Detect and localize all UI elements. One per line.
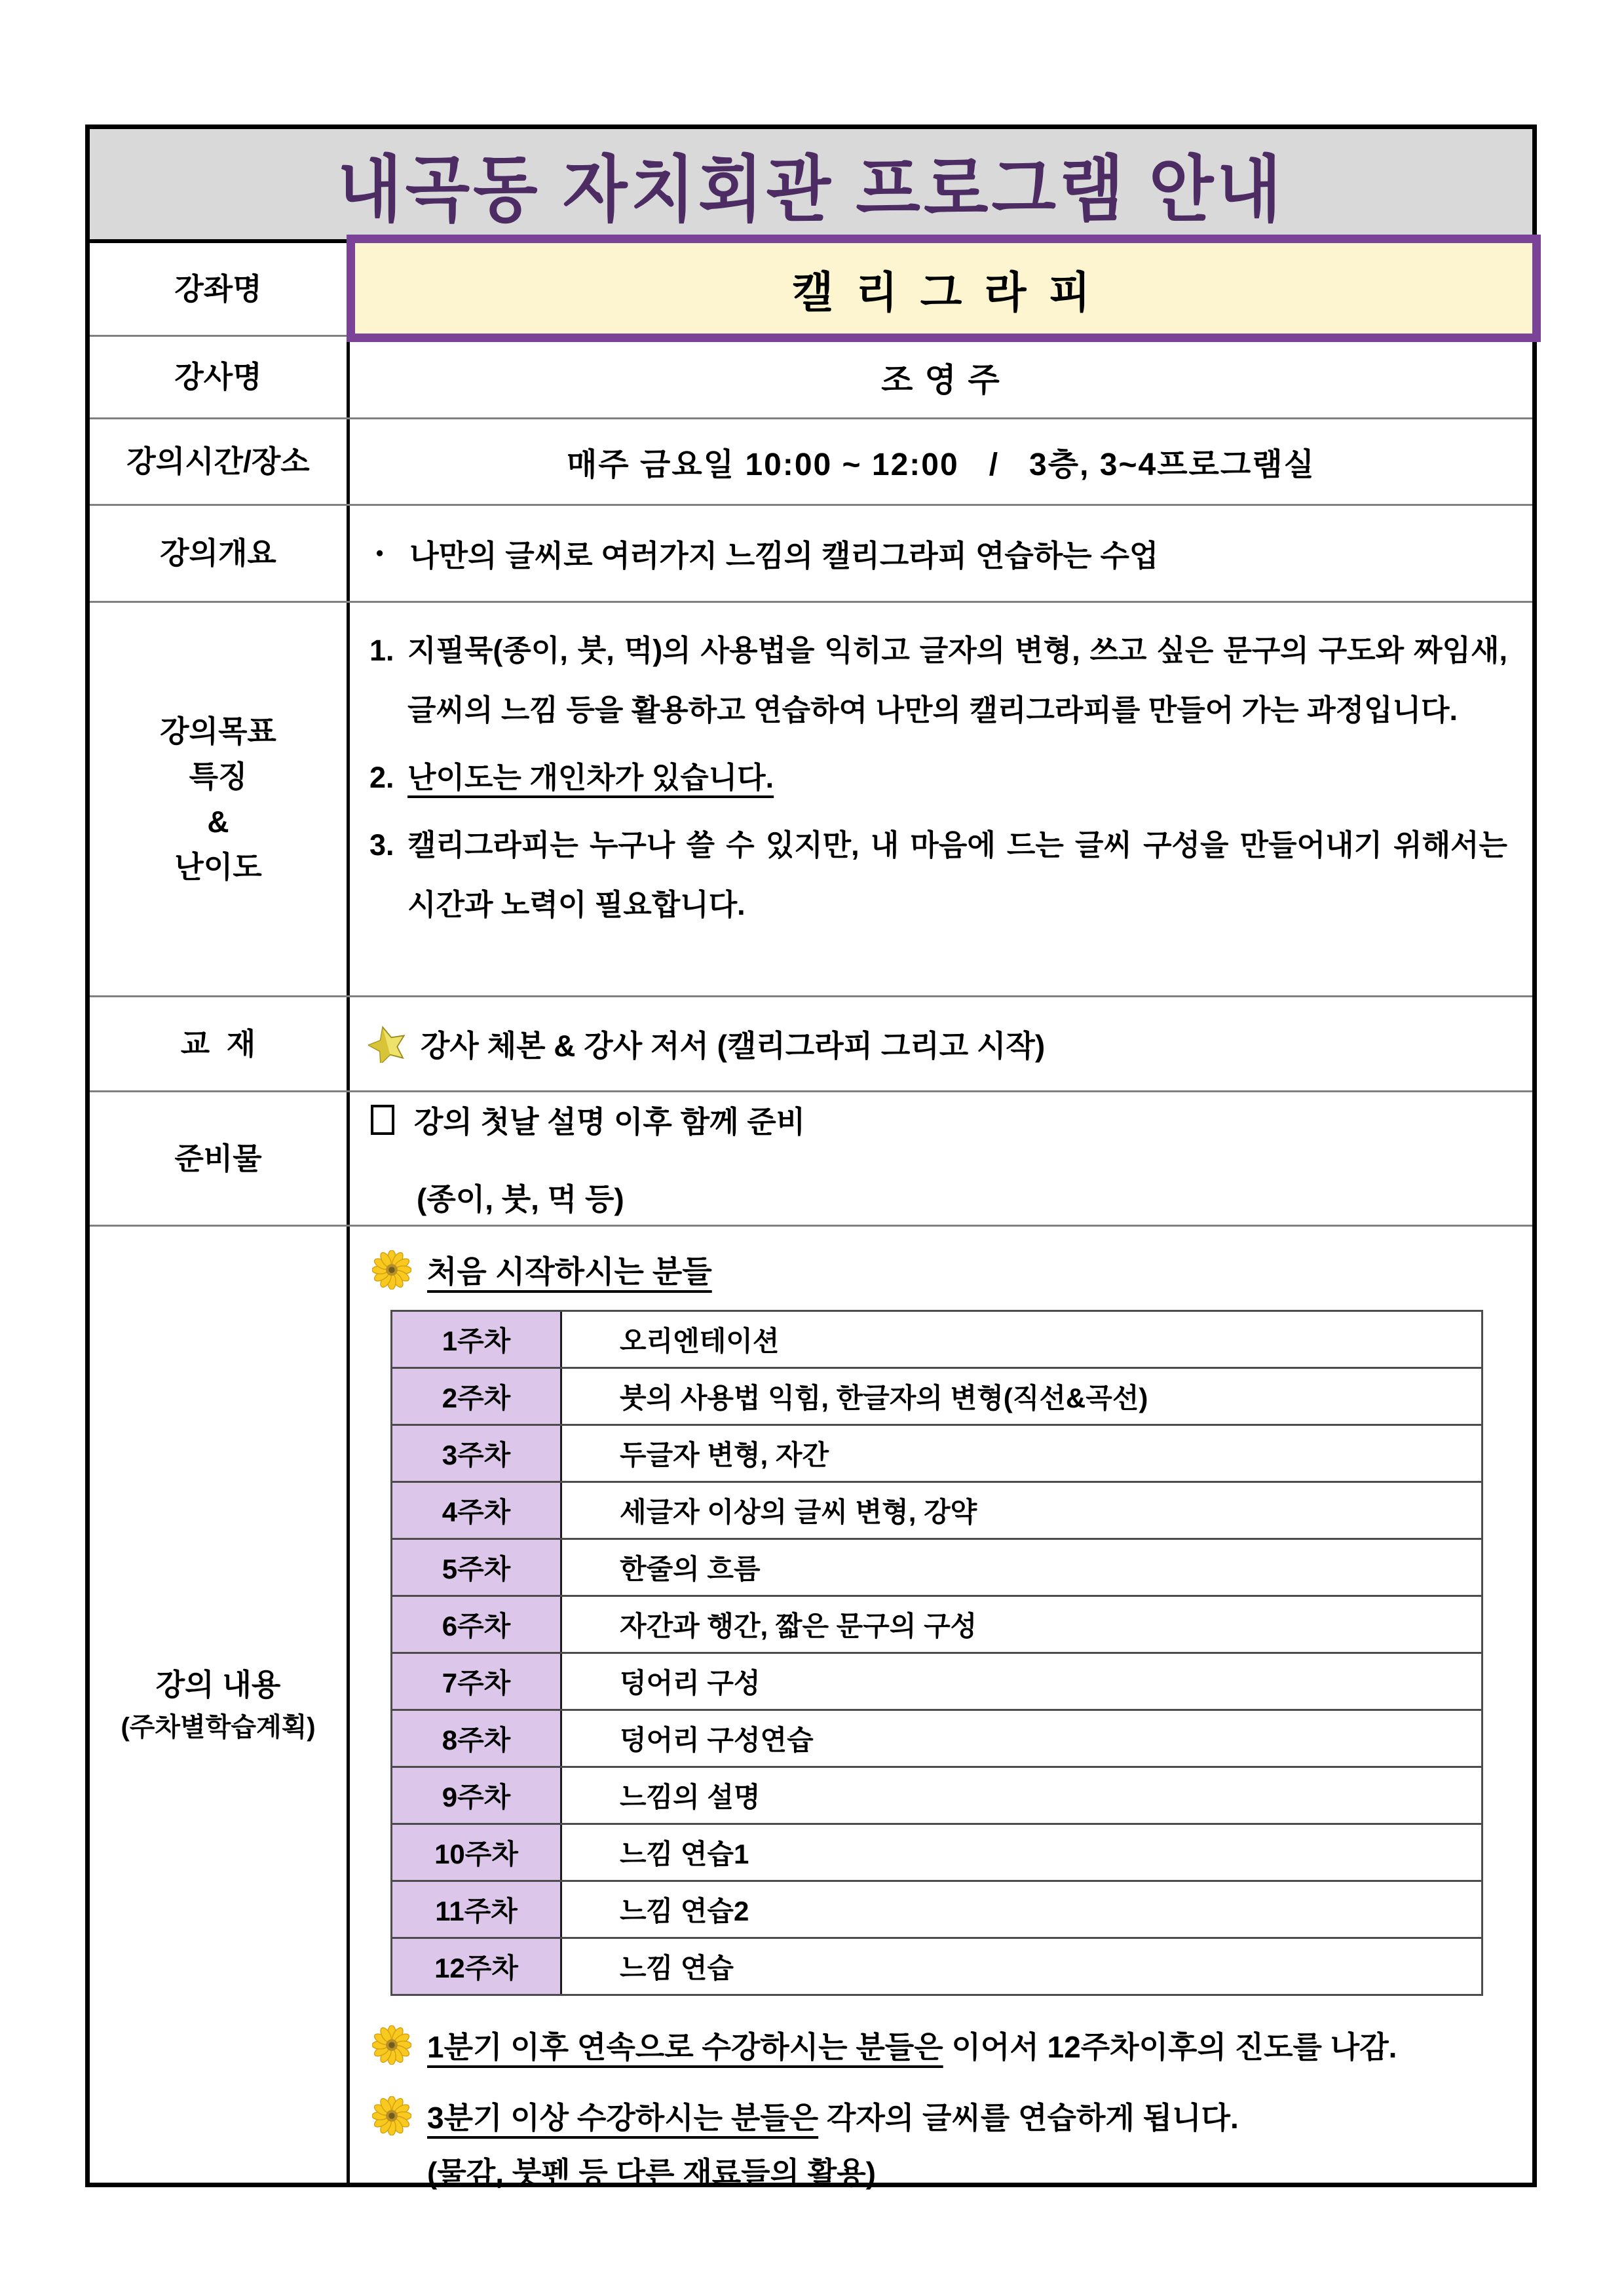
topic-cell: 두글자 변형, 자간 [620,1440,829,1470]
materials-text: 강의 첫날 설명 이후 함께 준비 [414,1105,806,1139]
table-row [392,1937,1481,1994]
note-continuing-students [372,2023,1515,2067]
week-cell: 1주차 [392,1312,562,1367]
row-instructor [90,335,1532,417]
row-course-contents [90,1225,1532,2190]
instructor-label: 강사명 [90,337,350,417]
week-cell: 11주차 [392,1882,562,1937]
goals-label-line2: 특징 [189,759,248,794]
week-cell: 7주차 [392,1654,562,1709]
row-materials [90,1090,1532,1225]
bullet-icon: • [376,541,384,565]
textbook-cell [350,997,1532,1090]
note-rest: 이어서 12주차이후의 진도를 나감. [943,2030,1397,2064]
table-row [392,1709,1481,1766]
week-cell: 8주차 [392,1711,562,1766]
table-row [392,1538,1481,1595]
row-textbook [90,995,1532,1090]
star-icon [368,1025,406,1063]
textbook-value: 강사 체본 & 강사 저서 (캘리그라피 그리고 시작) [421,1029,1046,1063]
program-table [85,124,1537,2190]
contents-cell [350,1227,1532,2190]
materials-line-2 [371,1176,1532,1219]
textbook-label: 교 재 [90,997,350,1090]
flower-icon [372,2025,411,2065]
course-name-label: 강좌명 [90,243,350,335]
topic-cell: 세글자 이상의 글씨 변형, 강약 [620,1497,977,1527]
materials-text-detail: (종이, 붓, 먹 등) [417,1182,624,1216]
week-cell: 5주차 [392,1540,562,1595]
row-overview [90,504,1532,601]
contents-label-line1: 강의 내용 [155,1668,281,1702]
overview-cell [350,506,1532,601]
topic-cell: 느낌 연습1 [620,1839,749,1869]
note-materials-detail: (물감, 붓펜 등 다른 재료들의 활용) [427,2156,876,2190]
row-time-place [90,417,1532,504]
course-name-value: 캘 리 그 라 피 [791,267,1096,316]
goal-text: 캘리그라피는 누구나 쓸 수 있지만, 내 마음에 드는 글씨 구성을 만들어내기 위해서는 시간과 노력이 필요합니다. [407,828,1507,921]
goal-item-2 [369,748,1507,808]
topic-cell: 덩어리 구성 [620,1668,761,1698]
goal-text: 지필묵(종이, 붓, 먹)의 사용법을 익히고 글자의 변형, 쓰고 싶은 문구의 구도와 짜임새, 글씨의 느낌 등을 활용하고 연습하여 나만의 캘리그라피를 만들어 가는 과정입니다. [407,634,1507,727]
goal-item-1 [369,621,1507,740]
materials-label: 준비물 [90,1092,350,1225]
topic-cell: 한줄의 흐름 [620,1554,761,1584]
table-row [392,1766,1481,1823]
table-row [392,1367,1481,1424]
table-row [392,1312,1481,1367]
instructor-value: 조 영 주 [881,361,1001,398]
week-cell: 3주차 [392,1426,562,1481]
table-row [392,1880,1481,1937]
materials-line-1 [371,1098,1532,1141]
time-place-cell [350,419,1532,504]
overview-label: 강의개요 [90,506,350,601]
goals-label-line4: 난이도 [174,849,262,884]
instructor-cell [350,337,1532,417]
document-title: 내곡동 자치회관 프로그램 안내 [337,149,1285,231]
week-cell: 9주차 [392,1768,562,1823]
flower-icon [372,2096,411,2135]
course-name-box [347,235,1541,342]
row-course-name [90,243,1532,335]
beginners-section-header [372,1248,1515,1292]
goal-text-underlined: 난이도는 개인차가 있습니다. [407,760,774,794]
contents-label [90,1227,350,2183]
goals-cell [350,603,1532,995]
table-row [392,1424,1481,1481]
contents-label-line2: (주차별학습계획) [121,1713,316,1742]
week-cell: 2주차 [392,1369,562,1424]
checkbox-icon [371,1105,394,1135]
week-cell: 10주차 [392,1825,562,1880]
beginners-section-title: 처음 시작하시는 분들 [427,1254,712,1289]
document-title-row [90,129,1532,243]
goal-item-3 [369,816,1507,935]
goals-label-line3: & [207,804,229,839]
note-text [427,2023,1397,2067]
topic-cell: 자간과 행간, 짧은 문구의 구성 [620,1611,977,1641]
goal-number: 1. [369,634,394,667]
table-row [392,1595,1481,1652]
goals-label [90,603,350,995]
course-name-cell [350,243,1532,335]
topic-cell: 느낌 연습2 [620,1896,749,1926]
topic-cell: 느낌 연습 [620,1953,734,1983]
table-row [392,1481,1481,1538]
topic-cell: 붓의 사용법 익힘, 한글자의 변형(직선&곡선) [620,1383,1148,1413]
time-place-value: 매주 금요일 10:00 ~ 12:00 / 3층, 3~4프로그램실 [566,448,1316,482]
table-row [392,1823,1481,1880]
note-advanced-students [372,2094,1515,2137]
topic-cell: 느낌의 설명 [620,1782,761,1812]
topic-cell: 덩어리 구성연습 [620,1725,814,1755]
goal-number: 3. [369,828,394,862]
note-rest: 각자의 글씨를 연습하게 됩니다. [818,2101,1239,2135]
table-row [392,1652,1481,1709]
time-place-label: 강의시간/장소 [90,419,350,504]
topic-cell: 오리엔테이션 [620,1326,780,1356]
note-underlined: 3분기 이상 수강하시는 분들은 [427,2101,819,2135]
week-cell: 6주차 [392,1597,562,1652]
overview-value: 나만의 글씨로 여러가지 느낌의 캘리그라피 연습하는 수업 [409,538,1159,573]
weekly-schedule-table [390,1310,1483,1996]
goal-number: 2. [369,760,394,794]
week-cell: 12주차 [392,1939,562,1994]
materials-cell [350,1092,1532,1225]
note-text [427,2094,1239,2137]
note-underlined: 1분기 이후 연속으로 수강하시는 분들은 [427,2030,943,2064]
goals-label-line1: 강의목표 [160,714,276,748]
week-cell: 4주차 [392,1483,562,1538]
flower-icon [372,1250,411,1290]
row-goals [90,601,1532,995]
